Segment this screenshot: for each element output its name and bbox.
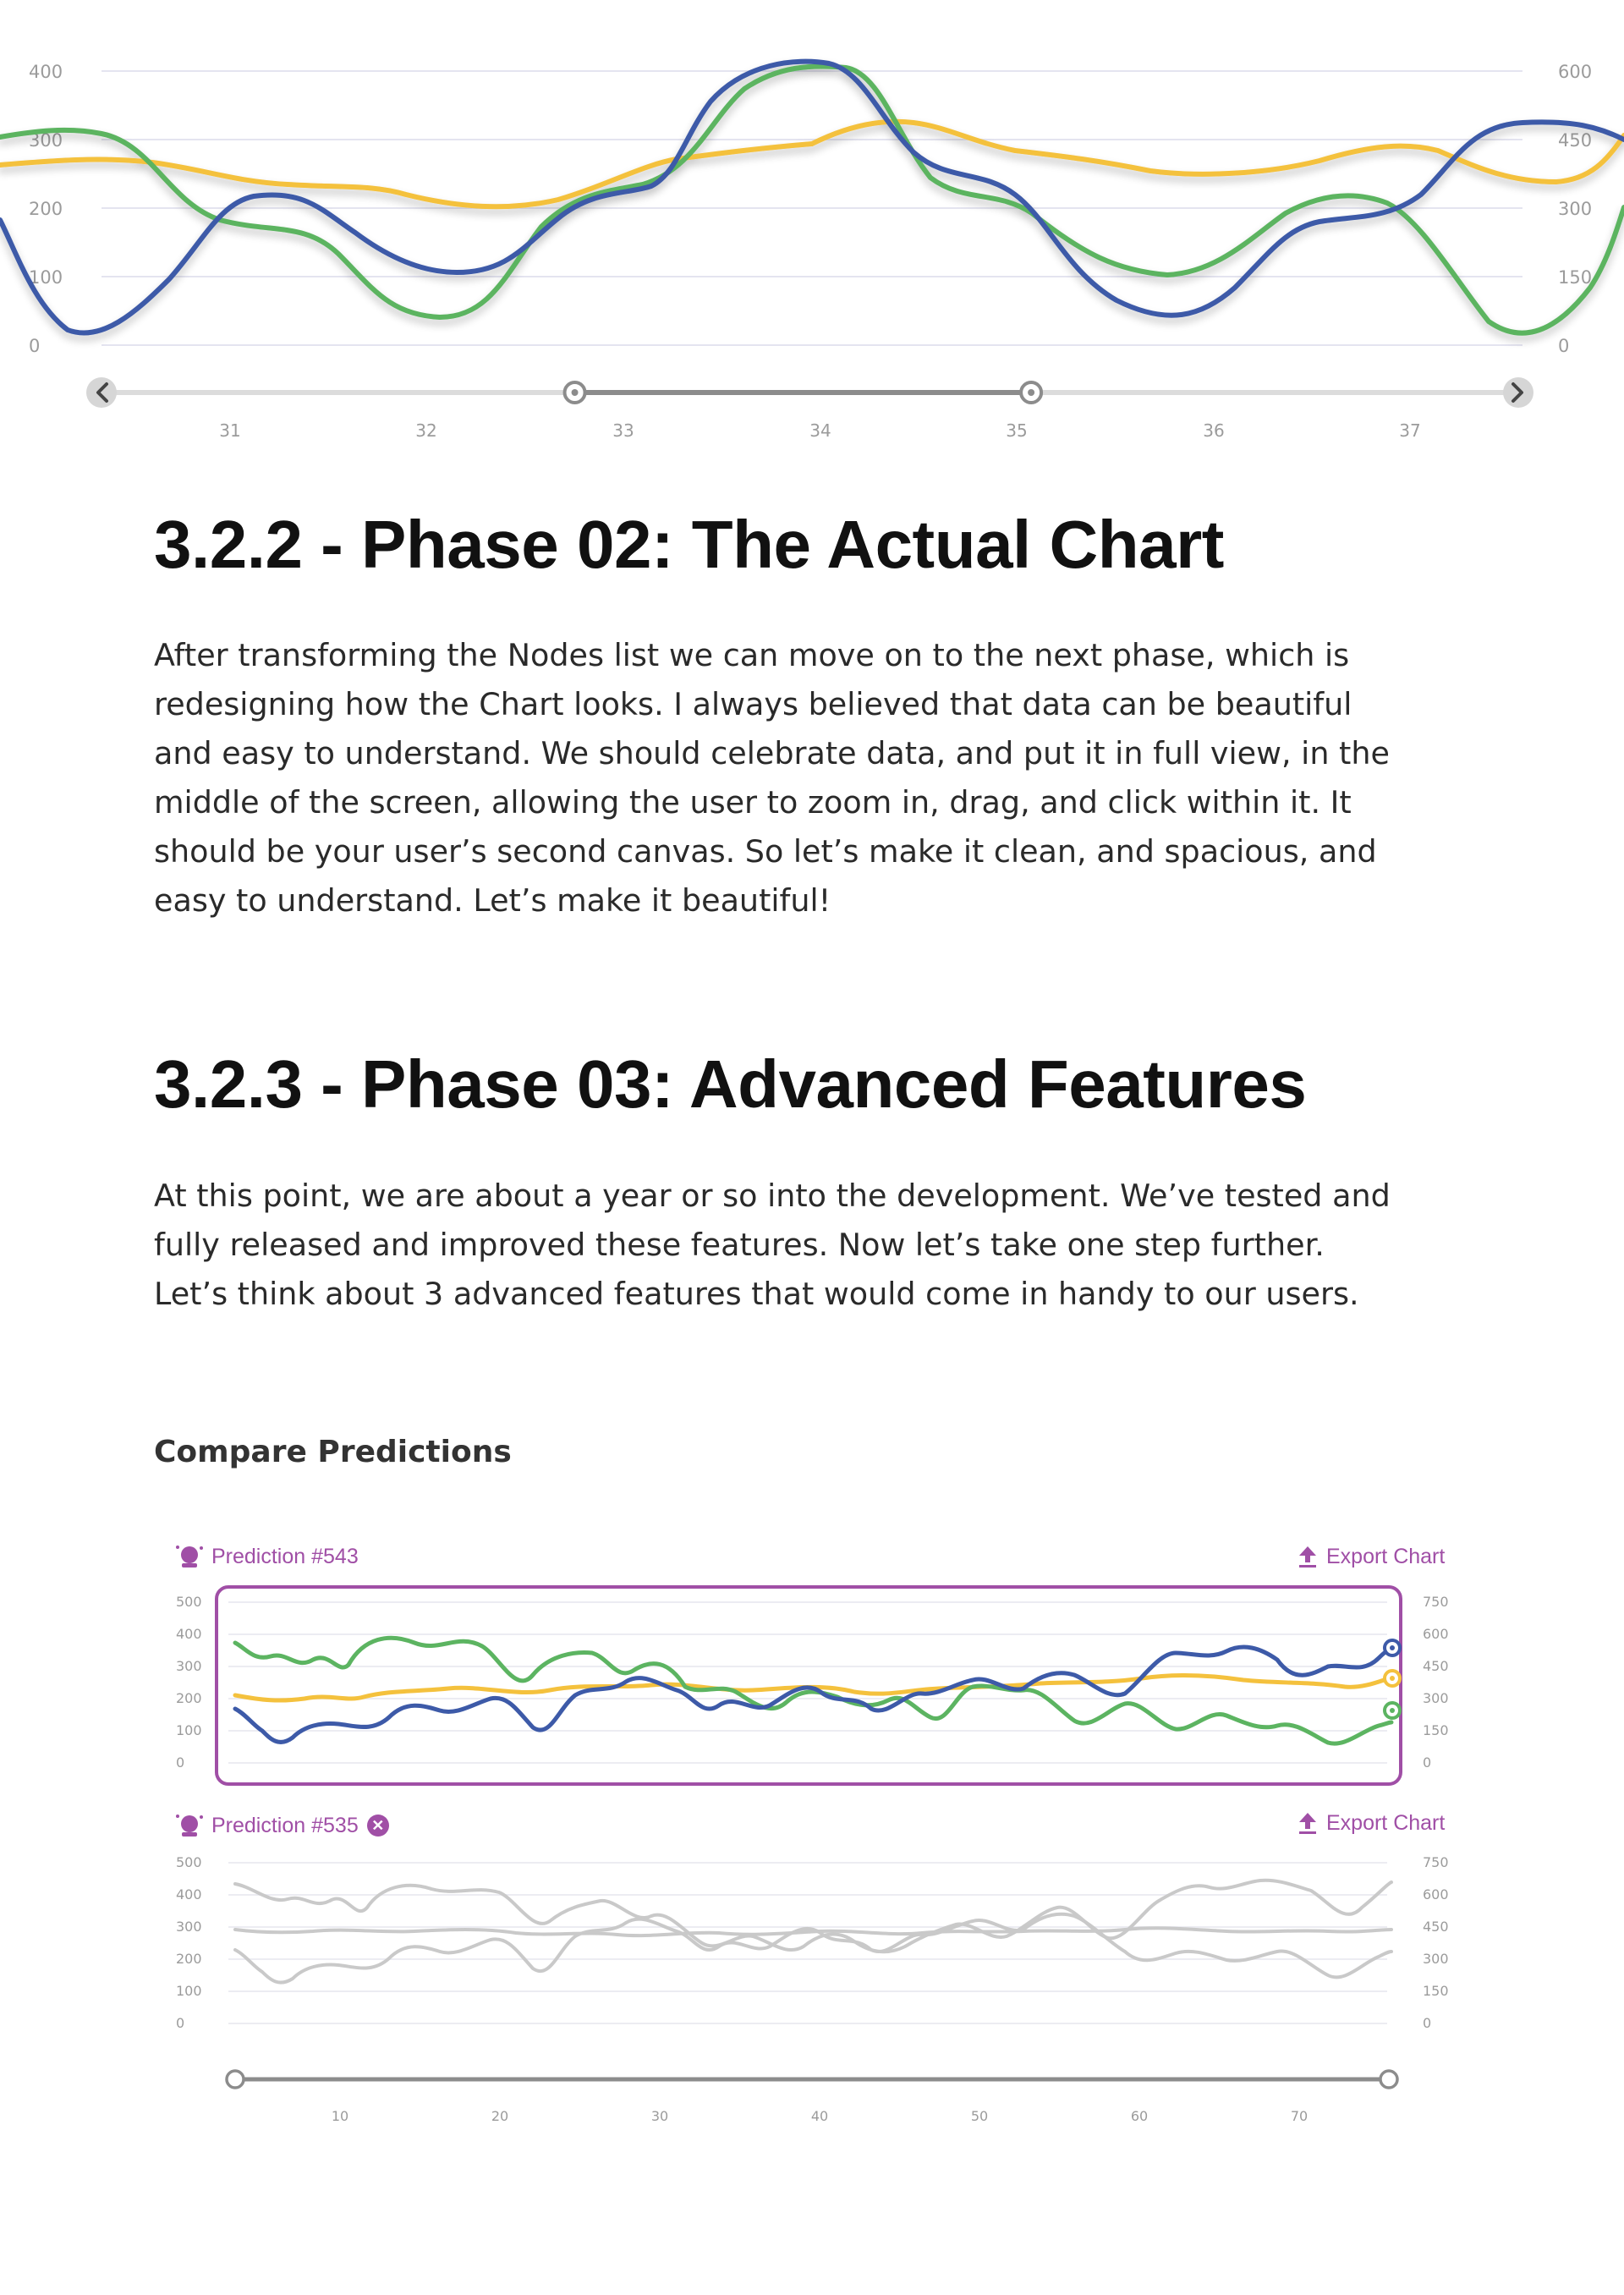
- paragraph-line: Let’s think about 3 advanced features that would come in handy to our users.: [154, 1276, 1359, 1312]
- remove-prediction-button[interactable]: ✕: [367, 1815, 389, 1837]
- series-line-blue: [0, 62, 1624, 333]
- left-tick: 0: [176, 2015, 185, 2031]
- series-end-markers: [1385, 1640, 1400, 1718]
- series-line-yellow: [0, 122, 1624, 207]
- export-chart-button-b[interactable]: [1298, 1806, 1445, 1840]
- scroll-left-button[interactable]: [86, 377, 117, 408]
- paragraph-line: At this point, we are about a year or so into the development. We’ve tested and: [154, 1178, 1391, 1214]
- crystal-ball-icon: [173, 1542, 206, 1571]
- paragraph-line: easy to understand. Let’s make it beautiful!: [154, 882, 831, 919]
- export-chart-label: Export Chart: [1326, 1810, 1446, 1835]
- paragraph-line: should be your user’s second canvas. So let’s make it clean, and spacious, and: [154, 833, 1377, 870]
- left-tick: 200: [176, 1690, 202, 1706]
- top-left-tick: 200: [29, 199, 63, 219]
- paragraph-line: and easy to understand. We should celebrate data, and put it in full view, in the: [154, 735, 1390, 771]
- prediction-chart-a[interactable]: [161, 1582, 1480, 1789]
- bottom-range-slider[interactable]: [211, 2064, 1413, 2132]
- left-tick: 100: [176, 1983, 202, 1999]
- top-right-axis: [1558, 62, 1592, 356]
- section-heading-phase03: 3.2.3 - Phase 03: Advanced Features: [154, 1046, 1307, 1122]
- scroll-right-button[interactable]: [1503, 377, 1533, 408]
- paragraph-line: fully released and improved these features. Now let’s take one step further.: [154, 1227, 1325, 1263]
- right-tick: 450: [1423, 1658, 1449, 1674]
- right-tick: 600: [1423, 1886, 1449, 1902]
- left-tick: 100: [176, 1722, 202, 1738]
- top-left-axis: [29, 62, 63, 356]
- left-tick: 500: [176, 1594, 202, 1610]
- slider-handle-end[interactable]: [1380, 2071, 1397, 2088]
- top-x-tick: 33: [612, 420, 634, 441]
- bottom-x-tick: 70: [1290, 2108, 1309, 2124]
- top-x-tick: 32: [415, 420, 437, 441]
- top-right-tick: 300: [1558, 199, 1593, 219]
- export-chart-button-a[interactable]: [1298, 1540, 1445, 1573]
- series-line-grey-1: [235, 1880, 1391, 1952]
- top-x-tick: 34: [809, 420, 831, 441]
- top-right-tick: 150: [1558, 267, 1593, 288]
- right-tick: 450: [1423, 1919, 1449, 1935]
- left-tick: 300: [176, 1658, 202, 1674]
- top-line-chart: [0, 0, 1624, 457]
- top-x-tick: 36: [1203, 420, 1225, 441]
- prediction-chart-b[interactable]: [161, 1848, 1480, 2043]
- right-tick: 750: [1423, 1854, 1449, 1870]
- top-left-tick: 300: [29, 130, 63, 151]
- right-tick: 150: [1423, 1983, 1449, 1999]
- slider-handle-end[interactable]: [1021, 382, 1041, 403]
- top-right-tick: 600: [1558, 62, 1593, 82]
- right-tick: 750: [1423, 1594, 1449, 1610]
- right-tick: 0: [1423, 1754, 1432, 1771]
- paragraph-phase03: [154, 1172, 1490, 1319]
- bottom-x-tick: 40: [810, 2108, 829, 2124]
- top-x-tick: 35: [1006, 420, 1028, 441]
- paragraph-phase02: [154, 631, 1490, 925]
- top-x-tick: 37: [1399, 420, 1421, 441]
- top-x-tick: 31: [219, 420, 241, 441]
- top-left-tick: 400: [29, 62, 63, 82]
- bottom-x-tick: 60: [1130, 2108, 1149, 2124]
- paragraph-line: After transforming the Nodes list we can move on to the next phase, which is: [154, 637, 1350, 673]
- prediction-label: Prediction #535: [211, 1813, 359, 1837]
- range-slider[interactable]: [86, 377, 1533, 408]
- top-left-tick: 0: [29, 336, 41, 356]
- series-line-grey-2: [235, 1914, 1391, 1983]
- left-tick: 500: [176, 1854, 202, 1870]
- right-tick: 600: [1423, 1626, 1449, 1642]
- compare-predictions-title: Compare Predictions: [154, 1435, 512, 1469]
- left-tick: 300: [176, 1919, 202, 1935]
- top-chart-svg: [0, 0, 1624, 457]
- prediction-header-a: [173, 1540, 359, 1573]
- crystal-ball-icon: [173, 1811, 206, 1840]
- bottom-x-tick: 10: [331, 2108, 349, 2124]
- left-tick: 200: [176, 1951, 202, 1967]
- right-tick: 300: [1423, 1690, 1449, 1706]
- section-heading-phase02: 3.2.2 - Phase 02: The Actual Chart: [154, 507, 1224, 582]
- slider-handle-start[interactable]: [227, 2071, 244, 2088]
- upload-icon: [1298, 1545, 1318, 1568]
- left-tick: 400: [176, 1886, 202, 1902]
- left-tick: 400: [176, 1626, 202, 1642]
- right-tick: 300: [1423, 1951, 1449, 1967]
- prediction-label: Prediction #543: [211, 1544, 359, 1568]
- top-right-tick: 450: [1558, 130, 1593, 151]
- left-tick: 0: [176, 1754, 185, 1771]
- right-tick: 0: [1423, 2015, 1432, 2031]
- bottom-x-tick: 50: [970, 2108, 989, 2124]
- top-left-tick: 100: [29, 267, 63, 288]
- top-right-tick: 0: [1558, 336, 1570, 356]
- paragraph-line: middle of the screen, allowing the user to zoom in, drag, and click within it. It: [154, 784, 1352, 821]
- upload-icon: [1298, 1811, 1318, 1835]
- top-x-axis: [219, 420, 1420, 441]
- prediction-header-b: [173, 1809, 389, 1842]
- bottom-x-tick: 20: [491, 2108, 509, 2124]
- paragraph-line: redesigning how the Chart looks. I always believed that data can be beautiful: [154, 686, 1352, 722]
- export-chart-label: Export Chart: [1326, 1544, 1446, 1568]
- right-tick: 150: [1423, 1722, 1449, 1738]
- slider-handle-start[interactable]: [565, 382, 585, 403]
- bottom-x-tick: 30: [650, 2108, 669, 2124]
